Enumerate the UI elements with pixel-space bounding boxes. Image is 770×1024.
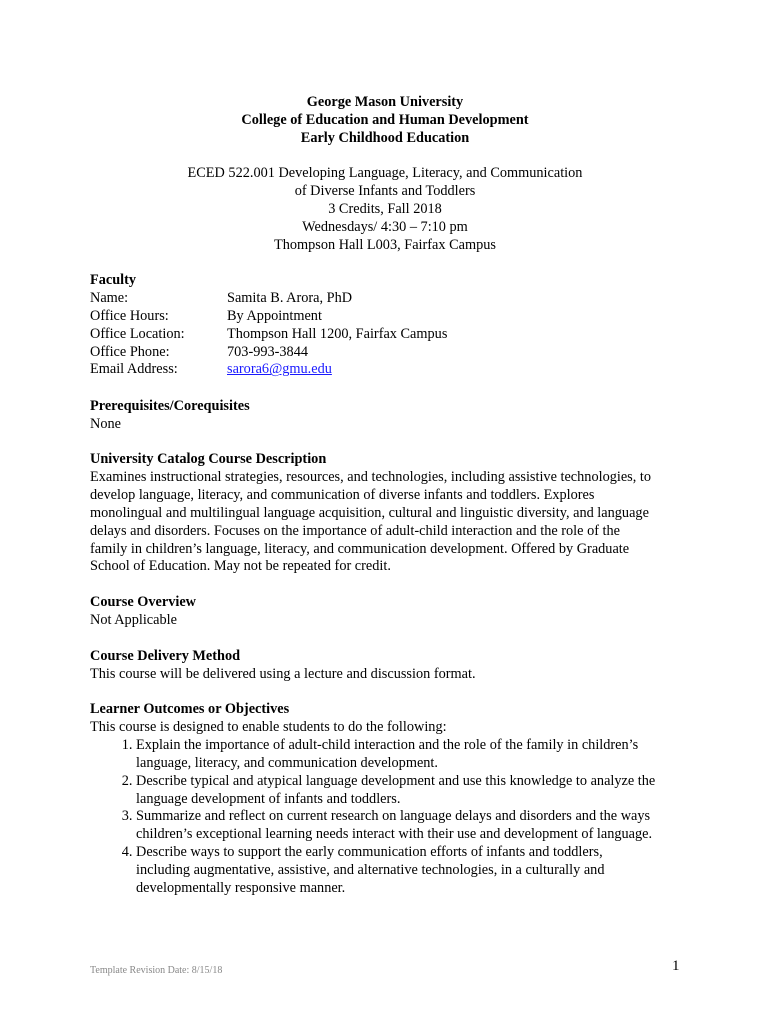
prerequisites-text: None: [90, 415, 121, 432]
list-item: [136, 844, 690, 898]
document-header: [0, 94, 770, 148]
delivery-section: [90, 648, 690, 684]
outcome-line: including augmentative, assistive, and alternative technologies, in a culturally and: [136, 862, 605, 879]
faculty-row-location: [90, 326, 690, 344]
email-link[interactable]: sarora6@gmu.edu: [227, 361, 332, 378]
course-info: [0, 165, 770, 255]
outcomes-heading: Learner Outcomes or Objectives: [90, 701, 290, 717]
course-credits: 3 Credits, Fall 2018: [328, 200, 442, 217]
catalog-line: delays and disorders. Focuses on the importance of adult-child interaction and the role of the: [90, 522, 621, 539]
overview-text: Not Applicable: [90, 611, 177, 628]
faculty-value: 703-993-3844: [227, 343, 309, 360]
outcomes-section: [90, 701, 690, 898]
faculty-label: Office Hours:: [90, 307, 169, 324]
overview-heading: Course Overview: [90, 594, 197, 610]
catalog-line: monolingual and multilingual language acquisition, cultural and linguistic diversity, and language: [90, 504, 649, 521]
catalog-line: develop language, literacy, and communication of diverse infants and toddlers. Explores: [90, 486, 595, 503]
outcomes-intro: This course is designed to enable students to do the following:: [90, 718, 447, 735]
university-name: George Mason University: [306, 94, 464, 110]
catalog-line: Examines instructional strategies, resources, and technologies, including assistive technologies, to: [90, 468, 652, 485]
template-revision-date: Template Revision Date: 8/15/18: [90, 965, 223, 976]
faculty-heading: Faculty: [90, 272, 137, 288]
faculty-value: By Appointment: [227, 307, 322, 324]
outcome-line: 3. Summarize and reflect on current research on language delays and disorders and the ways: [136, 808, 651, 825]
delivery-text: This course will be delivered using a lecture and discussion format.: [90, 665, 476, 682]
delivery-heading: Course Delivery Method: [90, 648, 241, 664]
faculty-value: Thompson Hall 1200, Fairfax Campus: [227, 325, 448, 342]
course-title-line2: of Diverse Infants and Toddlers: [294, 182, 476, 199]
college-name: College of Education and Human Development: [241, 111, 529, 128]
faculty-row-hours: [90, 308, 690, 326]
list-item: [136, 808, 690, 844]
faculty-label: Office Location:: [90, 325, 185, 342]
faculty-label: Office Phone:: [90, 343, 170, 360]
faculty-section: [90, 272, 690, 379]
faculty-row-phone: [90, 344, 690, 362]
catalog-line: School of Education. May not be repeated for credit.: [90, 558, 391, 575]
faculty-label: Name:: [90, 289, 129, 306]
faculty-label: Email Address:: [90, 361, 178, 378]
outcome-line: 2. Describe typical and atypical language development and use this knowledge to analyze the: [136, 772, 656, 789]
outcome-line: language development of infants and toddlers.: [136, 790, 401, 807]
outcomes-list: [90, 737, 690, 898]
course-time: Wednesdays/ 4:30 – 7:10 pm: [302, 218, 468, 235]
faculty-row-email: [90, 361, 690, 379]
outcome-line: 4. Describe ways to support the early communication efforts of infants and toddlers,: [136, 844, 603, 861]
page-number: 1: [672, 958, 680, 974]
prerequisites-heading: Prerequisites/Corequisites: [90, 398, 250, 414]
faculty-value: Samita B. Arora, PhD: [227, 289, 353, 306]
prerequisites-section: [90, 398, 690, 434]
overview-section: [90, 594, 690, 630]
outcome-line: children’s exceptional learning needs interact with their use and development of language.: [136, 826, 653, 843]
program-name: Early Childhood Education: [300, 129, 470, 146]
catalog-section: [90, 451, 690, 576]
list-item: [136, 773, 690, 809]
faculty-row-name: [90, 290, 690, 308]
course-title-line1: ECED 522.001 Developing Language, Literacy, and Communication: [187, 165, 583, 181]
catalog-line: family in children’s language, literacy, and communication development. Offered by Graduate: [90, 540, 630, 557]
outcome-line: 1. Explain the importance of adult-child interaction and the role of the family in children’s: [136, 736, 639, 753]
course-location: Thompson Hall L003, Fairfax Campus: [274, 236, 496, 253]
outcome-line: language, literacy, and communication development.: [136, 754, 438, 771]
catalog-heading: University Catalog Course Description: [90, 451, 327, 467]
list-item: [136, 737, 690, 773]
outcome-line: developmentally responsive manner.: [136, 880, 346, 897]
